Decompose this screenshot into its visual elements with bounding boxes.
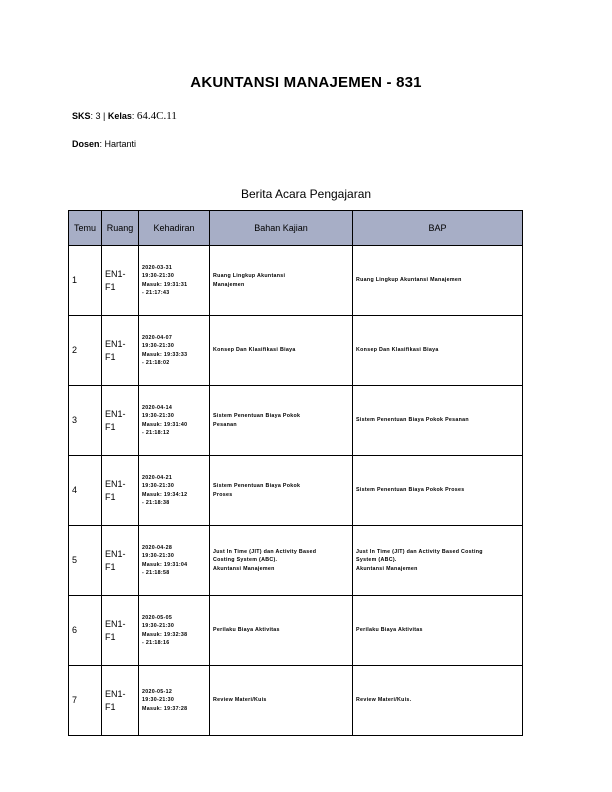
cell-bahan-kajian — [210, 456, 353, 526]
cell-temu: 2 — [69, 316, 102, 386]
ruang-line: F1 — [105, 281, 116, 292]
cell-kehadiran — [139, 456, 210, 526]
ruang-line: EN1- — [105, 478, 126, 489]
cell-bap — [353, 526, 523, 596]
cell-bahan-kajian — [210, 316, 353, 386]
kehadiran-line: Masuk: 19:34:12 — [142, 491, 188, 498]
kehadiran-line: 19:30-21:30 — [142, 697, 175, 704]
kehadiran-line: - 21:18:58 — [142, 570, 170, 576]
ruang-line: F1 — [105, 421, 116, 432]
cell-kehadiran — [139, 386, 210, 456]
cell-temu: 1 — [69, 246, 102, 316]
bahan-kajian-line: Costing System (ABC). — [213, 557, 278, 564]
kehadiran-line: Masuk: 19:31:04 — [142, 561, 188, 568]
header-temu: Temu — [69, 211, 102, 246]
cell-bap — [353, 246, 523, 316]
ruang-line: F1 — [105, 631, 116, 642]
kelas-label: Kelas — [107, 111, 132, 121]
cell-temu: 4 — [69, 456, 102, 526]
kehadiran-line: 2020-04-14 — [142, 404, 173, 411]
bap-line: Ruang Lingkup Akuntansi Manajemen — [356, 277, 462, 284]
cell-temu: 7 — [69, 666, 102, 736]
dosen-value: : Hartanti — [99, 139, 137, 149]
kehadiran-line: Masuk: 19:33:33 — [142, 351, 188, 358]
kehadiran-line: Masuk: 19:31:40 — [142, 421, 188, 428]
cell-kehadiran — [139, 596, 210, 666]
bahan-kajian-line: Konsep Dan Klasifikasi Biaya — [213, 347, 296, 354]
kehadiran-line: Masuk: 19:31:31 — [142, 281, 188, 288]
bap-line: Sistem Penentuan Biaya Pokok Proses — [356, 487, 465, 494]
bahan-kajian-line: Just In Time (JIT) dan Activity Based — [213, 548, 317, 555]
ruang-line: F1 — [105, 561, 116, 572]
cell-temu: 6 — [69, 596, 102, 666]
kehadiran-line: 19:30-21:30 — [142, 623, 175, 629]
bahan-kajian-line: Ruang Lingkup Akuntansi — [213, 273, 286, 279]
kehadiran-line: 19:30-21:30 — [142, 483, 175, 489]
ruang-line: F1 — [105, 491, 116, 502]
lecturer-info — [72, 139, 136, 149]
kehadiran-line: - 21:18:12 — [142, 430, 170, 436]
cell-kehadiran — [139, 316, 210, 386]
kehadiran-line: 2020-04-21 — [142, 474, 173, 481]
cell-ruang — [102, 456, 139, 526]
ruang-line: F1 — [105, 701, 116, 712]
ruang-line: EN1- — [105, 548, 126, 559]
bap-table — [68, 210, 523, 736]
kehadiran-line: - 21:18:38 — [142, 500, 170, 506]
cell-bahan-kajian — [210, 666, 353, 736]
cell-kehadiran — [139, 526, 210, 596]
bap-line: Sistem Penentuan Biaya Pokok Pesanan — [356, 417, 469, 424]
section-title: Berita Acara Pengajaran — [240, 187, 372, 201]
ruang-line: EN1- — [105, 338, 126, 349]
bahan-kajian-line: Sistem Penentuan Biaya Pokok — [213, 483, 301, 489]
kehadiran-line: 2020-05-05 — [142, 614, 173, 621]
bap-line: Just In Time (JIT) dan Activity Based Costing — [356, 548, 483, 555]
cell-ruang — [102, 316, 139, 386]
table-body — [69, 246, 523, 736]
kehadiran-line: 2020-03-31 — [142, 264, 173, 271]
bap-line: Perilaku Biaya Aktivitas — [356, 627, 423, 634]
ruang-line: EN1- — [105, 268, 126, 279]
page-title: AKUNTANSI MANAJEMEN - 831 — [190, 74, 422, 91]
kehadiran-line: 2020-04-07 — [142, 334, 173, 341]
kehadiran-line: 2020-04-28 — [142, 544, 173, 551]
ruang-line: F1 — [105, 351, 116, 362]
dosen-label: Dosen — [72, 139, 100, 149]
header-ruang: Ruang — [102, 211, 139, 246]
kehadiran-line: 19:30-21:30 — [142, 273, 175, 279]
bap-line: Konsep Dan Klasifikasi Biaya — [356, 347, 439, 354]
table-row — [69, 596, 523, 666]
cell-ruang — [102, 386, 139, 456]
cell-bap — [353, 666, 523, 736]
header-bahan-kajian: Bahan Kajian — [210, 211, 353, 246]
header-bap: BAP — [353, 211, 523, 246]
cell-temu: 3 — [69, 386, 102, 456]
cell-ruang — [102, 246, 139, 316]
kehadiran-line: Masuk: 19:32:38 — [142, 631, 188, 638]
bahan-kajian-line: Proses — [213, 491, 233, 498]
kelas-value: 64.4C.11 — [136, 110, 177, 122]
bahan-kajian-line: Review Materi/Kuis — [213, 697, 267, 704]
bap-line: Review Materi/Kuis. — [356, 697, 412, 704]
bahan-kajian-line: Akuntansi Manajemen — [213, 565, 275, 572]
kehadiran-line: - 21:18:02 — [142, 360, 170, 366]
ruang-line: EN1- — [105, 618, 126, 629]
sks-value: : 3 | — [90, 111, 108, 121]
bap-line: System (ABC). — [356, 557, 397, 564]
table-row — [69, 246, 523, 316]
course-info — [72, 110, 177, 122]
cell-ruang — [102, 526, 139, 596]
table-row — [69, 526, 523, 596]
cell-bap — [353, 386, 523, 456]
cell-temu: 5 — [69, 526, 102, 596]
bap-line: Akuntansi Manajemen — [356, 565, 418, 572]
cell-kehadiran — [139, 246, 210, 316]
bahan-kajian-line: Perilaku Biaya Aktivitas — [213, 627, 280, 634]
cell-bap — [353, 456, 523, 526]
kelas-separator: : — [131, 111, 137, 121]
kehadiran-line: 19:30-21:30 — [142, 553, 175, 559]
header-kehadiran: Kehadiran — [139, 211, 210, 246]
kehadiran-line: - 21:17:43 — [142, 290, 170, 296]
table-row — [69, 316, 523, 386]
cell-bap — [353, 596, 523, 666]
table-row — [69, 386, 523, 456]
sks-label: SKS — [72, 111, 91, 121]
ruang-line: EN1- — [105, 688, 126, 699]
cell-ruang — [102, 666, 139, 736]
table-header-row — [69, 211, 523, 246]
kehadiran-line: Masuk: 19:37:28 — [142, 705, 188, 712]
bahan-kajian-line: Pesanan — [213, 421, 237, 428]
ruang-line: EN1- — [105, 408, 126, 419]
cell-bahan-kajian — [210, 596, 353, 666]
kehadiran-line: 19:30-21:30 — [142, 343, 175, 349]
kehadiran-line: - 21:18:16 — [142, 640, 170, 646]
cell-ruang — [102, 596, 139, 666]
cell-bap — [353, 316, 523, 386]
cell-bahan-kajian — [210, 526, 353, 596]
cell-bahan-kajian — [210, 246, 353, 316]
bahan-kajian-line: Manajemen — [213, 281, 245, 288]
kehadiran-line: 19:30-21:30 — [142, 413, 175, 419]
table-row — [69, 456, 523, 526]
kehadiran-line: 2020-05-12 — [142, 688, 173, 695]
cell-kehadiran — [139, 666, 210, 736]
bahan-kajian-line: Sistem Penentuan Biaya Pokok — [213, 413, 301, 419]
cell-bahan-kajian — [210, 386, 353, 456]
table-row — [69, 666, 523, 736]
